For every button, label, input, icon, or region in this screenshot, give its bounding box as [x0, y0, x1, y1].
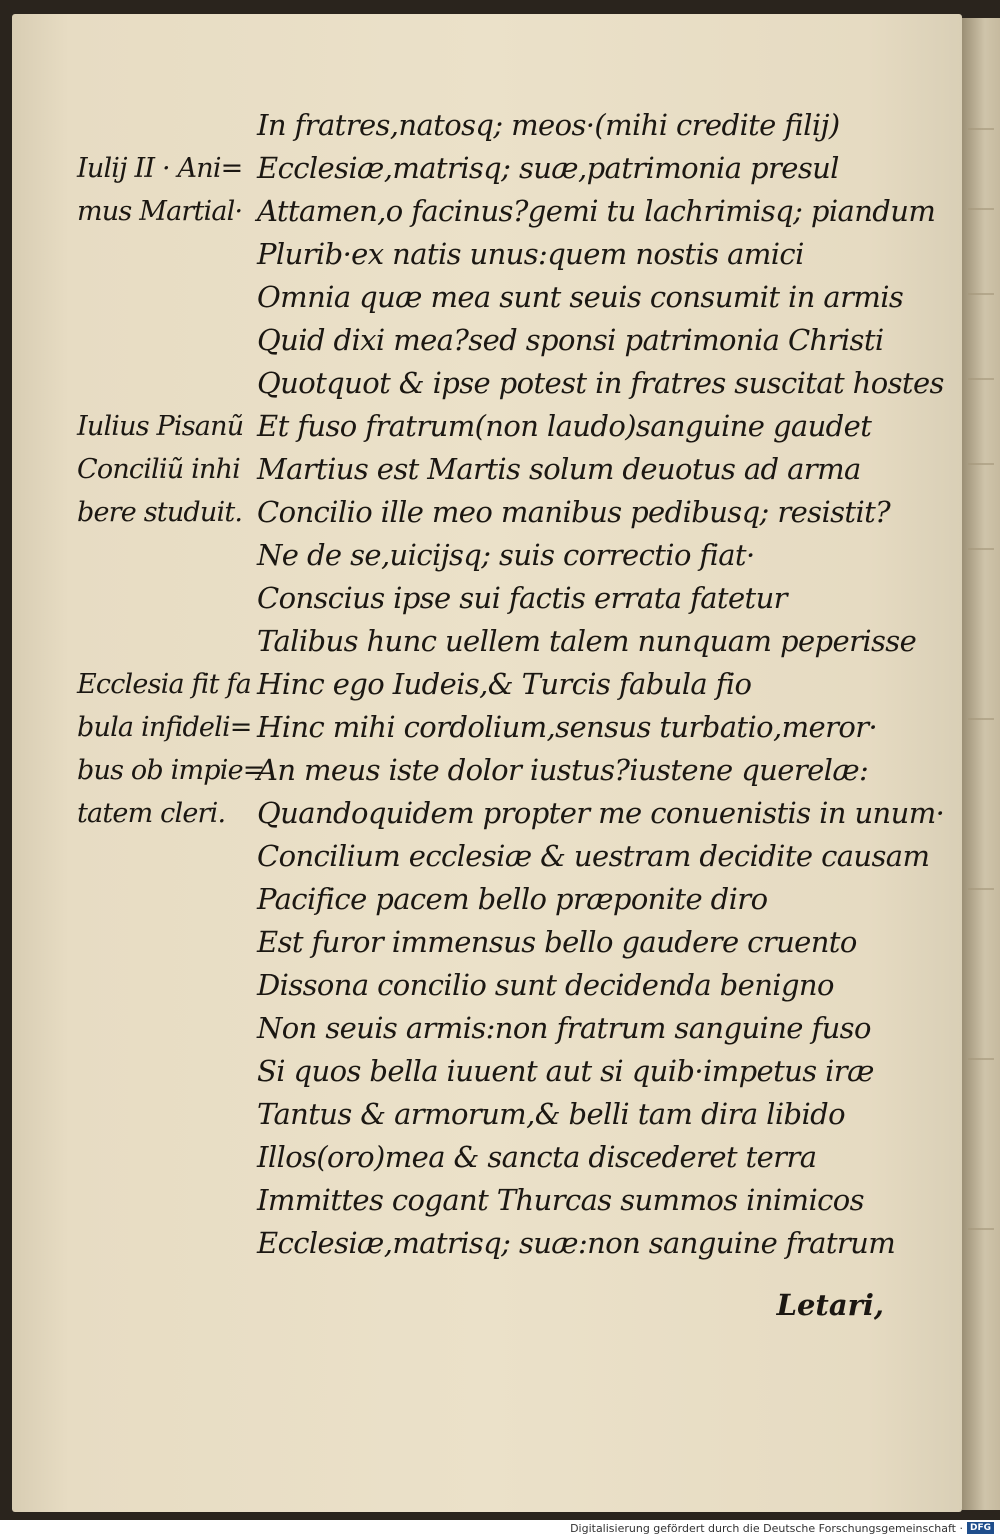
margin-note: Conciliũ inhi	[77, 454, 240, 485]
footer-credit: Digitalisierung gefördert durch die Deutsche Forschungsgemeinschaft ·	[570, 1522, 963, 1535]
margin-note: Iulius Pisanũ	[77, 411, 244, 442]
text-line: Omnia quæ mea sunt seuis consumit in armis	[257, 280, 904, 314]
text-line: Tantus & armorum,& belli tam dira libido	[257, 1097, 845, 1131]
text-line: Concilio ille meo manibus pedibusq; resistit?	[257, 495, 891, 529]
margin-note: Iulij II · Ani=	[77, 153, 243, 184]
text-line: Non seuis armis:non fratrum sanguine fuso	[257, 1011, 871, 1045]
text-line: Hinc ego Iudeis,& Turcis fabula fio	[257, 667, 752, 701]
text-line: Quotquot & ipse potest in fratres suscitat hostes	[257, 366, 944, 400]
book-page	[12, 14, 962, 1512]
margin-note: tatem cleri.	[77, 798, 226, 829]
margin-note: bus ob impie=	[77, 755, 265, 786]
text-line: Plurib·ex natis unus:quem nostis amici	[257, 237, 804, 271]
text-line: Attamen,o facinus?gemi tu lachrimisq; piandum	[257, 194, 936, 228]
text-line: In fratres,natosq; meos·(mihi credite filij)	[257, 108, 840, 142]
text-line: Ecclesiæ,matrisq; suæ:non sanguine fratrum	[257, 1226, 896, 1260]
margin-note: mus Martial·	[77, 196, 243, 227]
text-line: Dissona concilio sunt decidenda benigno	[257, 968, 834, 1002]
margin-note: bere studuit.	[77, 497, 243, 528]
text-line: Immittes cogant Thurcas summos inimicos	[257, 1183, 864, 1217]
text-line: Conscius ipse sui factis errata fatetur	[257, 581, 787, 615]
page-text	[12, 14, 962, 1512]
text-line: Si quos bella iuuent aut si quib·impetus iræ	[257, 1054, 874, 1088]
text-line: Ne de se,uicijsq; suis correctio fiat·	[257, 538, 755, 572]
adjacent-page-edge	[962, 18, 1000, 1510]
text-line: Talibus hunc uellem talem nunquam peperisse	[257, 624, 917, 658]
digitization-footer	[0, 1520, 1000, 1537]
margin-note: Ecclesia fit fa	[77, 669, 251, 700]
text-line: Martius est Martis solum deuotus ad arma	[257, 452, 861, 486]
text-line: Hinc mihi cordolium,sensus turbatio,meror·	[257, 710, 878, 744]
text-line: Concilium ecclesiæ & uestram decidite causam	[257, 839, 930, 873]
text-line: Ecclesiæ,matrisq; suæ,patrimonia presul	[257, 151, 839, 185]
text-line: An meus iste dolor iustus?iustene querelæ:	[257, 753, 869, 787]
text-line: Quandoquidem propter me conuenistis in unum·	[257, 796, 945, 830]
catchword: Letari,	[776, 1288, 884, 1322]
text-line: Est furor immensus bello gaudere cruento	[257, 925, 857, 959]
text-line: Et fuso fratrum(non laudo)sanguine gaudet	[257, 409, 872, 443]
dfg-logo-icon: DFG	[967, 1522, 994, 1534]
text-line: Quid dixi mea?sed sponsi patrimonia Christi	[257, 323, 884, 357]
text-line: Pacifice pacem bello præponite diro	[257, 882, 768, 916]
text-line: Illos(oro)mea & sancta discederet terra	[257, 1140, 817, 1174]
margin-note: bula infideli=	[77, 712, 252, 743]
